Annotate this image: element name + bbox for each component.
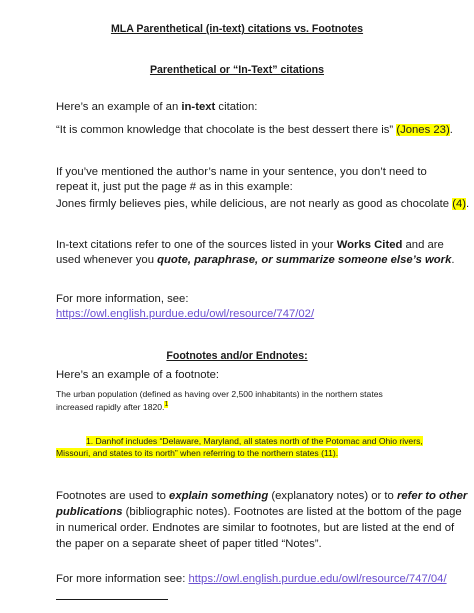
jones-text: Jones firmly believes pies, while delicious, are not nearly as good as chocolate — [56, 198, 453, 210]
more-info-2-text: For more information see: — [56, 573, 189, 585]
section-heading-footnotes — [0, 349, 474, 363]
owl-link-747-02[interactable]: https://owl.english.purdue.edu/owl/resource/747/02/ — [56, 308, 315, 320]
urban-line-1-text: The urban population (defined as having over 2,500 inhabitants) in the northern states — [56, 389, 383, 399]
footnotes-paragraph-line-4 — [56, 537, 322, 551]
footnotes-paragraph-line-2 — [56, 505, 462, 519]
fn-p3-text: in numerical order. Endnotes are similar to footnotes, but are listed at the end of — [56, 522, 455, 534]
jones-example-line — [56, 197, 469, 211]
intext-paragraph-line-1 — [56, 238, 444, 252]
footnote-example-line-2 — [56, 448, 338, 459]
fn-p4-text: the paper on a separate sheet of paper titled “Notes”. — [56, 538, 322, 550]
intext-p2-b: . — [451, 254, 455, 266]
document-title-text: MLA Parenthetical (in-text) citations vs. Footnotes — [110, 23, 364, 35]
owl-link-747-04[interactable]: https://owl.english.purdue.edu/owl/resource/747/04/ — [188, 573, 447, 585]
footnote-reference-marker: 1 — [164, 401, 169, 409]
works-cited-bold: Works Cited — [336, 239, 403, 251]
intext-paragraph-line-2 — [56, 253, 455, 267]
author-line-2-text: repeat it, just put the page # as in this example: — [56, 181, 293, 193]
author-explanation-line-2 — [56, 180, 293, 194]
intext-p1-b: and are — [402, 239, 444, 251]
refer-to-other-emphasis: refer to other — [396, 490, 468, 502]
jones-end: . — [466, 198, 470, 210]
intro-bold: in-text — [181, 101, 216, 113]
document-title — [0, 22, 474, 36]
fn-p1-b: (explanatory notes) or to — [268, 490, 397, 502]
section-heading-footnotes-text: Footnotes and/or Endnotes: — [166, 350, 308, 362]
section-heading-in-text — [0, 63, 474, 77]
footnote-line-1-text: 1. Danhof includes “Delaware, Maryland, all states north of the Potomac and Ohio rivers, — [86, 436, 423, 446]
footnote-line-2-text: Missouri, and states to its north” when referring to the northern states (11). — [56, 448, 339, 458]
urban-example-line-1 — [56, 389, 383, 400]
more-info-label-1 — [56, 292, 188, 306]
quote-example-line — [56, 123, 453, 137]
intext-p1-a: In-text citations refer to one of the sources listed in your — [56, 239, 337, 251]
author-explanation-line-1 — [56, 165, 427, 179]
section-heading-in-text-text: Parenthetical or “In-Text” citations — [149, 64, 325, 76]
quote-paraphrase-emphasis: quote, paraphrase, or summarize someone else’s work — [157, 254, 452, 266]
fn-p1-a: Footnotes are used to — [56, 490, 170, 502]
fn-p2-a: (bibliographic notes). Footnotes are listed at the bottom of the page — [122, 506, 462, 518]
more-info-line-2 — [56, 572, 447, 586]
more-info-link-line-1 — [56, 307, 314, 321]
jones-citation-highlight: (4) — [452, 198, 467, 210]
quote-citation-highlight: (Jones 23) — [396, 124, 450, 136]
footnotes-paragraph-line-3 — [56, 521, 454, 535]
footnote-separator-rule — [56, 599, 168, 600]
intext-intro-line — [56, 100, 257, 114]
footnote-intro-text: Here’s an example of a footnote: — [56, 369, 220, 381]
quote-text: “It is common knowledge that chocolate is the best dessert there is” — [56, 124, 397, 136]
footnote-example-line-1 — [86, 436, 423, 447]
intext-p2-a: used whenever you — [56, 254, 158, 266]
intro-suffix: citation: — [215, 101, 258, 113]
footnotes-paragraph-line-1 — [56, 489, 467, 503]
footnote-intro-line — [56, 368, 219, 382]
explain-something-emphasis: explain something — [169, 490, 269, 502]
author-line-1-text: If you’ve mentioned the author’s name in your sentence, you don’t need to — [56, 166, 427, 178]
intro-prefix: Here’s an example of an — [56, 101, 182, 113]
publications-emphasis: publications — [56, 506, 123, 518]
quote-end: . — [449, 124, 453, 136]
urban-line-2-text: increased rapidly after 1820. — [56, 402, 165, 412]
urban-example-line-2 — [56, 402, 168, 413]
more-info-1-text: For more information, see: — [56, 293, 189, 305]
